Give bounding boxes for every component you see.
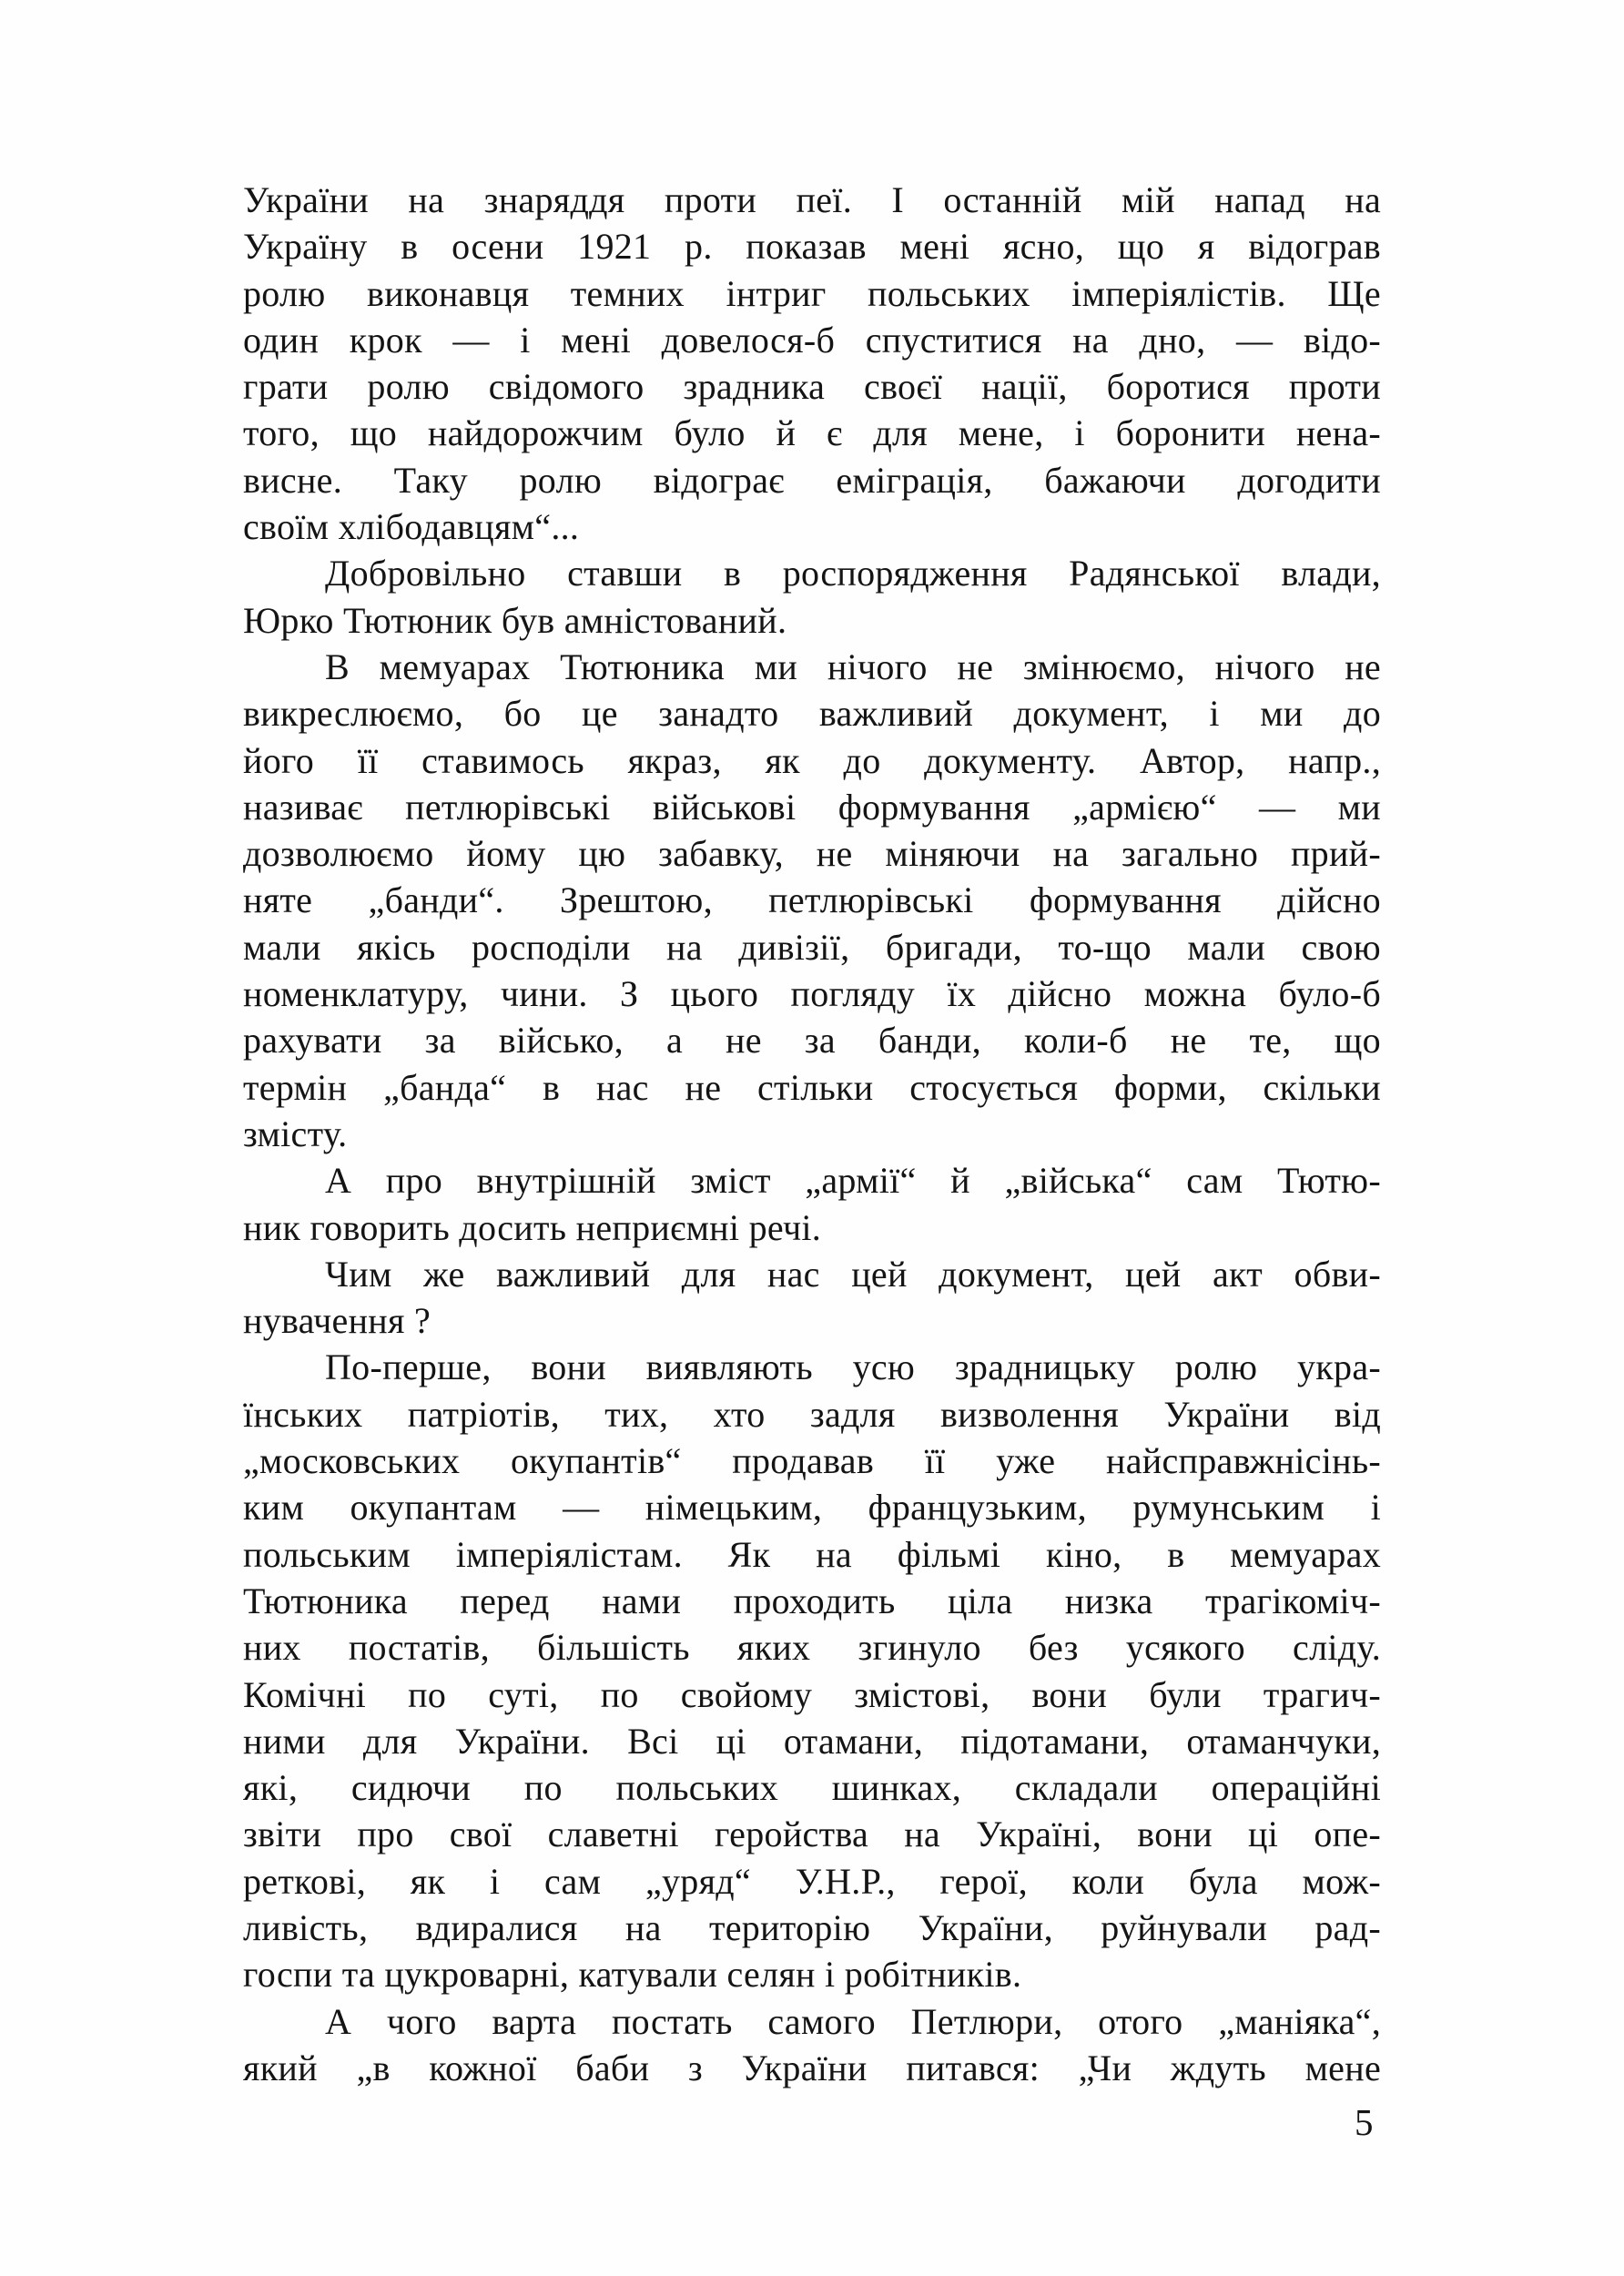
text-line: ними для України. Всі ці отамани, підотамани, отаманчуки, <box>243 1720 1381 1762</box>
text-line: України на знаряддя проти пеї. І останній мій напад на <box>243 179 1381 220</box>
page-text-block <box>243 177 1381 2091</box>
text-line: польським імперіялістам. Як на фільмі кіно, в мемуарах <box>243 1533 1381 1575</box>
text-line: номенклатуру, чини. З цього погляду їх дійсно можна було-б <box>243 973 1381 1015</box>
text-line: ролю виконавця темних інтриг польських імперіялістів. Ще <box>243 272 1381 314</box>
text-line: змісту. <box>243 1113 348 1154</box>
text-line: термін „банда“ в нас не стільки стосується форми, скільки <box>243 1066 1381 1108</box>
text-line: висне. Таку ролю відограє еміграція, бажаючи догодити <box>243 459 1381 501</box>
text-line: Україну в осени 1921 р. показав мені ясно, що я відограв <box>243 226 1381 268</box>
text-line: них постатів, більшість яких згинуло без усякого сліду. <box>243 1627 1381 1669</box>
text-line: грати ролю свідомого зрадника своєї нації, боротися проти <box>243 366 1381 408</box>
text-line: звіти про свої славетні геройства на Україні, вони ці опе- <box>243 1814 1381 1855</box>
text-line: „московських окупантів“ продавав її уже найсправжнісінь- <box>243 1440 1381 1482</box>
text-line: Добровільно ставши в роспорядження Радянської влади, <box>325 553 1381 594</box>
text-line: По-перше, вони виявляють усю зрадницьку ролю укра- <box>325 1346 1381 1388</box>
text-line: їнських патріотів, тих, хто задля визволення України від <box>243 1393 1381 1435</box>
text-line: Комічні по суті, по свойому змістові, вони були трагич- <box>243 1673 1381 1715</box>
text-line: Юрко Тютюник був амністований. <box>243 599 787 641</box>
text-line: рахувати за військо, а не за банди, коли-б не те, що <box>243 1020 1381 1062</box>
text-line: його її ставимось якраз, як до документу. Автор, напр., <box>243 739 1381 781</box>
text-line: А про внутрішній зміст „армії“ й „війська“ сам Тютю- <box>325 1160 1381 1202</box>
text-line: викреслюємо, бо це занадто важливий документ, і ми до <box>243 693 1381 735</box>
page-number: 5 <box>1355 2101 1374 2143</box>
text-line: один крок — і мені довелося-б спуститися на дно, — відо- <box>243 319 1381 361</box>
text-line: Чим же важливий для нас цей документ, цей акт обви- <box>325 1253 1381 1295</box>
text-line: які, сидючи по польських шинках, складали операційні <box>243 1767 1381 1809</box>
text-line: няте „банди“. Зрештою, петлюрівські формування дійсно <box>243 879 1381 921</box>
text-line: В мемуарах Тютюника ми нічого не змінюємо, нічого не <box>325 645 1381 687</box>
text-line: своїм хлібодавцям“... <box>243 506 580 548</box>
text-line: ник говорить досить неприємні речі. <box>243 1206 822 1248</box>
text-line: мали якісь росподіли на дивізії, бригади, то-що мали свою <box>243 926 1381 968</box>
text-line: того, що найдорожчим було й є для мене, і боронити нена- <box>243 412 1381 454</box>
text-line: який „в кожної баби з України питався: „Чи ждуть мене <box>243 2047 1381 2088</box>
text-line: А чого варта постать самого Петлюри, отого „маніяка“, <box>325 2000 1381 2042</box>
text-line: називає петлюрівські військові формування „армією“ — ми <box>243 786 1381 828</box>
text-line: дозволюємо йому цю забавку, не міняючи на загально прий- <box>243 833 1381 875</box>
text-line: нувачення ? <box>243 1300 431 1342</box>
text-line: реткові, як і сам „уряд“ У.Н.Р., герої, коли була мож- <box>243 1860 1381 1902</box>
text-line: госпи та цукроварні, катували селян і робітників. <box>243 1954 1022 1996</box>
text-line: ливість, вдиралися на територію України, руйнували рад- <box>243 1906 1381 1948</box>
text-line: Тютюника перед нами проходить ціла низка трагікоміч- <box>243 1580 1381 1621</box>
text-line: ким окупантам — німецьким, французьким, румунським і <box>243 1487 1381 1529</box>
